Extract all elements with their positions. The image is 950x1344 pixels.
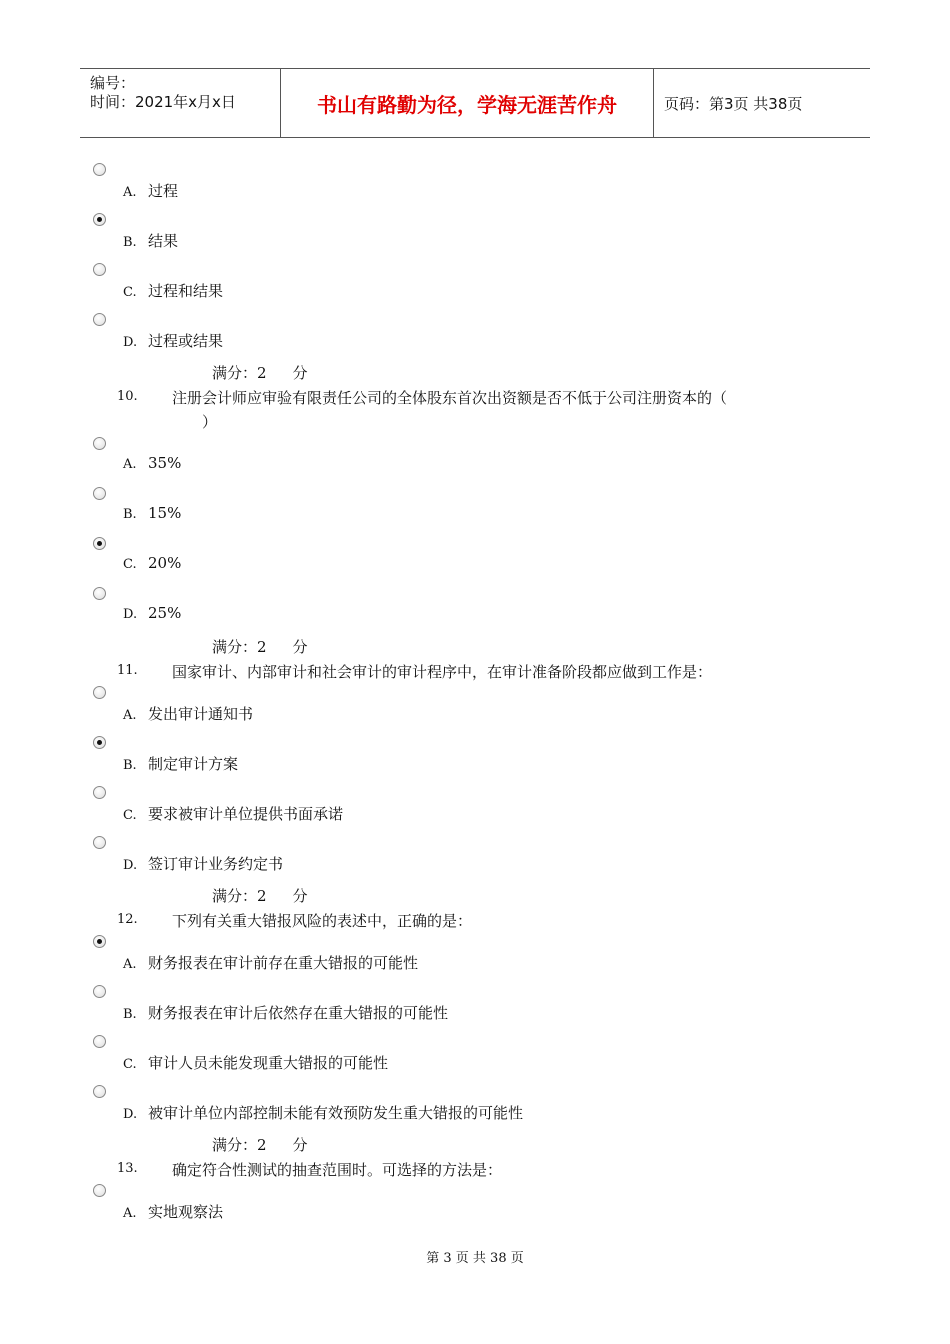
- radio-button[interactable]: [93, 736, 106, 749]
- question-text: 注册会计师应审验有限责任公司的全体股东首次出资额是否不低于公司注册资本的（: [172, 389, 728, 407]
- option-label: [123, 703, 253, 724]
- page-header: [80, 68, 870, 138]
- option-label: [123, 853, 283, 874]
- radio-button[interactable]: [93, 487, 106, 500]
- option-label: [123, 1102, 523, 1123]
- radio-button[interactable]: [93, 935, 106, 948]
- option-text: 要求被审计单位提供书面承诺: [148, 805, 344, 823]
- option-label: [123, 180, 178, 201]
- radio-button[interactable]: [93, 1184, 106, 1197]
- option-letter: A.: [123, 457, 137, 472]
- question-text: 确定符合性测试的抽查范围时。可选择的方法是：: [172, 1161, 503, 1179]
- radio-button[interactable]: [93, 1035, 106, 1048]
- option-label: [123, 1052, 388, 1073]
- option-text: 结果: [148, 232, 179, 250]
- option-text: 财务报表在审计后依然存在重大错报的可能性: [148, 1004, 449, 1022]
- time-label: 时间：2021年x月x日: [90, 93, 236, 111]
- option-letter: D.: [123, 858, 138, 873]
- option-label: [123, 753, 238, 774]
- option-text: 制定审计方案: [148, 755, 239, 773]
- option-label: [123, 554, 181, 572]
- header-motto: 书山有路勤为径，学海无涯苦作舟: [281, 69, 654, 137]
- radio-button[interactable]: [93, 836, 106, 849]
- question-number: 12.: [117, 912, 138, 927]
- number-label: 编号：: [90, 74, 136, 92]
- option-text: 财务报表在审计前存在重大错报的可能性: [148, 954, 419, 972]
- option-text: 被审计单位内部控制未能有效预防发生重大错报的可能性: [148, 1104, 524, 1122]
- option-label: [123, 230, 178, 251]
- score-unit: 分: [292, 1136, 308, 1154]
- score-unit: 分: [292, 364, 308, 382]
- page-footer: 第 3 页 共 38 页: [426, 1251, 524, 1266]
- radio-button[interactable]: [93, 213, 106, 226]
- option-label: [123, 330, 223, 351]
- score-unit: 分: [292, 638, 308, 656]
- option-letter: C.: [123, 808, 137, 823]
- option-label: [123, 952, 418, 973]
- radio-button[interactable]: [93, 985, 106, 998]
- score-line: [212, 1134, 308, 1155]
- score-unit: 分: [292, 887, 308, 905]
- radio-button[interactable]: [93, 163, 106, 176]
- score-line: [212, 636, 308, 657]
- radio-button[interactable]: [93, 313, 106, 326]
- option-letter: D.: [123, 607, 138, 622]
- radio-button[interactable]: [93, 263, 106, 276]
- option-label: [123, 1201, 223, 1222]
- option-text: 25%: [148, 604, 182, 622]
- option-text: 15%: [148, 504, 182, 522]
- option-text: 过程或结果: [148, 332, 224, 350]
- option-letter: A.: [123, 708, 137, 723]
- option-text: 过程和结果: [148, 282, 224, 300]
- question-text-continued: ）: [202, 413, 218, 431]
- option-letter: C.: [123, 557, 137, 572]
- option-text: 20%: [148, 554, 182, 572]
- question-number: 11.: [117, 663, 138, 678]
- option-label: [123, 1002, 448, 1023]
- option-letter: C.: [123, 285, 137, 300]
- score-line: [212, 885, 308, 906]
- option-text: 过程: [148, 182, 179, 200]
- option-text: 35%: [148, 454, 182, 472]
- option-letter: D.: [123, 1107, 138, 1122]
- header-page-info: 页码：第3页 共38页: [664, 94, 803, 113]
- score-label: 满分：2: [212, 364, 267, 382]
- radio-button[interactable]: [93, 686, 106, 699]
- option-letter: A.: [123, 185, 137, 200]
- radio-button[interactable]: [93, 437, 106, 450]
- option-text: 签订审计业务约定书: [148, 855, 284, 873]
- radio-button[interactable]: [93, 1085, 106, 1098]
- score-label: 满分：2: [212, 887, 267, 905]
- question-text: 国家审计、内部审计和社会审计的审计程序中，在审计准备阶段都应做到工作是：: [172, 663, 713, 681]
- option-letter: D.: [123, 335, 138, 350]
- option-label: [123, 604, 181, 622]
- option-letter: B.: [123, 507, 137, 522]
- option-text: 发出审计通知书: [148, 705, 254, 723]
- option-label: [123, 803, 343, 824]
- header-meta: [80, 69, 281, 137]
- option-letter: B.: [123, 1007, 137, 1022]
- option-letter: A.: [123, 1206, 137, 1221]
- question-number: 10.: [117, 389, 138, 404]
- option-letter: A.: [123, 957, 137, 972]
- question-text: 下列有关重大错报风险的表述中，正确的是：: [172, 912, 473, 930]
- radio-button[interactable]: [93, 786, 106, 799]
- option-label: [123, 454, 181, 472]
- radio-button[interactable]: [93, 537, 106, 550]
- score-label: 满分：2: [212, 1136, 267, 1154]
- option-letter: B.: [123, 235, 137, 250]
- option-text: 审计人员未能发现重大错报的可能性: [148, 1054, 389, 1072]
- option-label: [123, 504, 181, 522]
- score-line: [212, 362, 308, 383]
- option-label: [123, 280, 223, 301]
- question-number: 13.: [117, 1161, 138, 1176]
- radio-button[interactable]: [93, 587, 106, 600]
- option-text: 实地观察法: [148, 1203, 224, 1221]
- score-label: 满分：2: [212, 638, 267, 656]
- option-letter: B.: [123, 758, 137, 773]
- option-letter: C.: [123, 1057, 137, 1072]
